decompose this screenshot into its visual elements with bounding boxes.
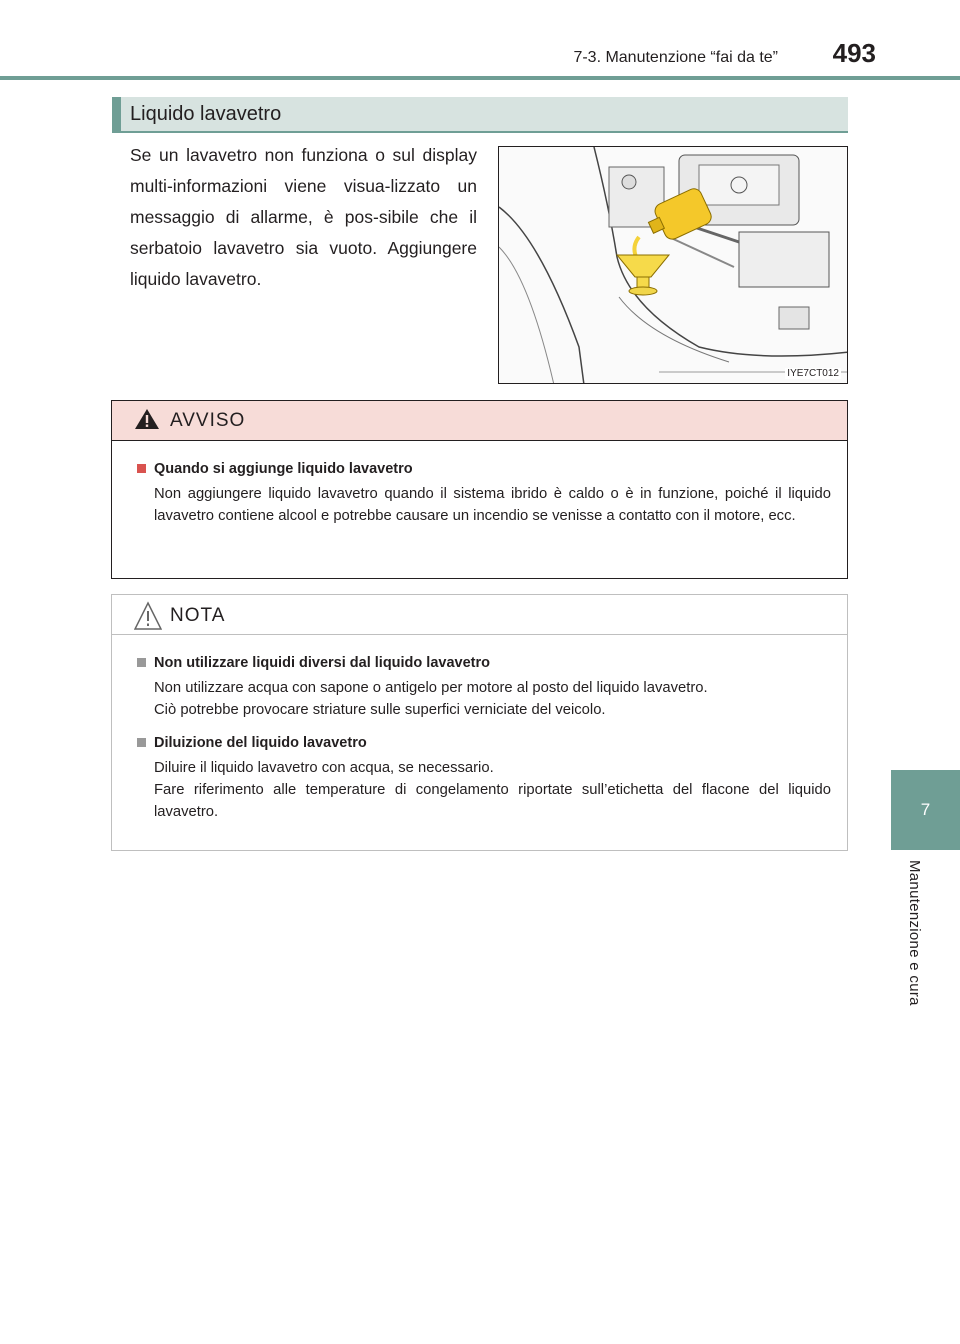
warning-header: [112, 401, 847, 441]
header-rule: [0, 76, 960, 80]
notice-header: [112, 595, 847, 635]
warning-triangle-icon: [134, 407, 160, 436]
chapter-number: 7: [920, 800, 931, 819]
notice-item: [137, 655, 831, 721]
engine-bay-illustration: [498, 146, 848, 384]
notice-item-heading: [137, 735, 831, 751]
square-bullet-icon: [137, 738, 146, 747]
notice-item-body-line: Diluire il liquido lavavetro con acqua, se necessario.: [154, 760, 494, 776]
notice-item: [137, 735, 831, 823]
intro-paragraph: Se un lavavetro non funziona o sul display multi-informazioni viene visua-lizzato un messaggio di allarme, è pos-sibile che il serbatoio lavavetro sia vuoto. Aggiungere liquido lavavetro.: [130, 145, 477, 289]
washer-fluid-refill-drawing: [499, 147, 848, 384]
illustration-code: IYE7CT012: [787, 368, 839, 379]
section-heading-text: Liquido lavavetro: [130, 103, 282, 125]
notice-item-body-line: Non utilizzare acqua con sapone o antigelo per motore al posto del liquido lavavetro.: [154, 680, 708, 696]
notice-box: [111, 594, 848, 851]
chapter-title: Manutenzione e cura: [906, 860, 923, 1006]
square-bullet-icon: [137, 658, 146, 667]
notice-item-body: [154, 677, 831, 721]
header-section-title: 7-3. Manutenzione “fai da te”: [573, 49, 778, 66]
notice-item-heading-text: Diluizione del liquido lavavetro: [154, 735, 367, 751]
notice-item-body-line: Fare riferimento alle temperature di congelamento riportate sull’etichetta del flacone del liquido lavavetro.: [154, 782, 831, 820]
square-bullet-icon: [137, 464, 146, 473]
notice-item-body-line: Ciò potrebbe provocare striature sulle superfici verniciate del veicolo.: [154, 702, 606, 718]
chapter-tab: [891, 770, 960, 850]
warning-item-body: Non aggiungere liquido lavavetro quando il sistema ibrido è caldo o è in funzione, poiché il liquido lavavetro contiene alcool e potrebbe causare un incendio se venisse a contatto con il motore, ecc.: [154, 486, 831, 524]
notice-item-heading: [137, 655, 831, 671]
notice-item-heading-text: Non utilizzare liquidi diversi dal liquido lavavetro: [154, 655, 490, 671]
notice-title: NOTA: [170, 605, 226, 626]
notice-item-body: [154, 757, 831, 823]
page-number: 493: [832, 38, 876, 68]
section-heading: [112, 97, 848, 133]
warning-item-heading: [137, 461, 831, 477]
warning-item: [137, 461, 831, 527]
warning-box: [111, 400, 848, 579]
warning-title: AVVISO: [170, 410, 246, 431]
warning-item-heading-text: Quando si aggiunge liquido lavavetro: [154, 461, 413, 477]
caution-triangle-icon: [134, 601, 162, 636]
